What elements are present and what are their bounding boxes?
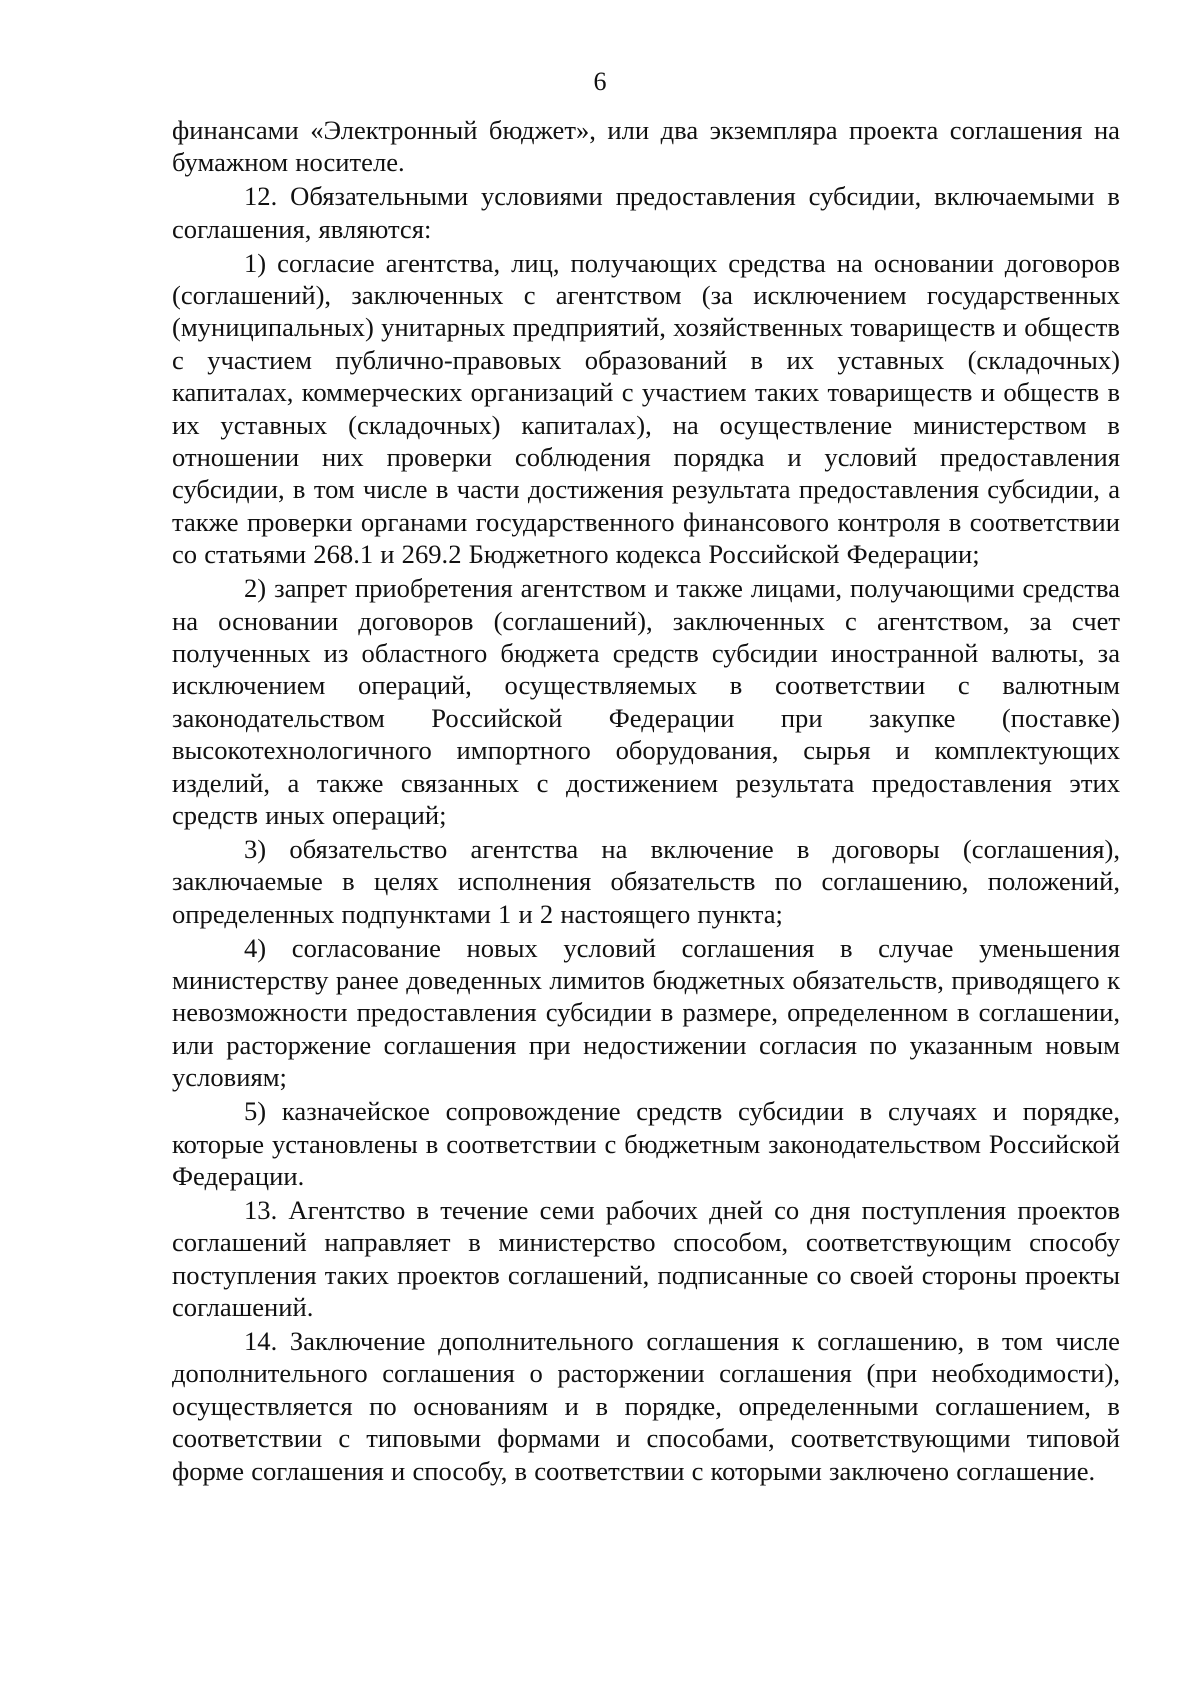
paragraph-subitem-4: 4) согласование новых условий соглашения в случае уменьшения министерству ранее доведенных лимитов бюджетных обязательств, приводящего к невозможности предоставления субсидии в размере, определенном в соглашении, или расторжение соглашения при недостижении согласия по указанным новым условиям; bbox=[172, 932, 1120, 1093]
paragraph-item-14: 14. Заключение дополнительного соглашения к соглашению, в том числе дополнительного соглашения о расторжении соглашения (при необходимости), осуществляется по основаниям и в порядке, определенными соглашением, в соответствии с типовыми формами и способами, соответствующими типовой форме соглашения и способу, в соответствии с которыми заключено соглашение. bbox=[172, 1326, 1120, 1486]
paragraph-item-12: 12. Обязательными условиями предоставления субсидии, включаемыми в соглашения, являются: bbox=[172, 181, 1120, 244]
document-body bbox=[172, 114, 1120, 1489]
paragraph-continuation: финансами «Электронный бюджет», или два экземпляра проекта соглашения на бумажном носителе. bbox=[172, 115, 1120, 178]
paragraph-subitem-1: 1) согласие агентства, лиц, получающих средства на основании договоров (соглашений), заключенных с агентством (за исключением государственных (муниципальных) унитарных предприятий, хозяйственных товариществ и обществ с участием публично-правовых образований в их уставных (складочных) капиталах, коммерческих организаций с участием таких товариществ и обществ в их уставных (складочных) капиталах), на осуществление министерством в отношении них проверки соблюдения порядка и условий предоставления субсидии, в том числе в части достижения результата предоставления субсидии, а также проверки органами государственного финансового контроля в соответствии со статьями 268.1 и 269.2 Бюджетного кодекса Российской Федерации; bbox=[172, 247, 1120, 570]
paragraph-subitem-3: 3) обязательство агентства на включение в договоры (соглашения), заключаемые в целях исполнения обязательств по соглашению, положений, определенных подпунктами 1 и 2 настоящего пункта; bbox=[172, 833, 1120, 929]
paragraph-subitem-5: 5) казначейское сопровождение средств субсидии в случаях и порядке, которые установлены в соответствии с бюджетным законодательством Российской Федерации. bbox=[172, 1096, 1120, 1191]
page-number: 6 bbox=[593, 67, 607, 96]
paragraph-item-13: 13. Агентство в течение семи рабочих дней со дня поступления проектов соглашений направляет в министерство способом, соответствующим способу поступления таких проектов соглашений, подписанные со своей стороны проекты соглашений. bbox=[172, 1194, 1120, 1323]
paragraph-subitem-2: 2) запрет приобретения агентством и также лицами, получающими средства на основании договоров (соглашений), заключенных с агентством, за счет полученных из областного бюджета средств субсидии иностранной валюты, за исключением операций, осуществляемых в соответствии с валютным законодательством Российской Федерации при закупке (поставке) высокотехнологичного импортного оборудования, сырья и комплектующих изделий, а также связанных с достижением результата предоставления этих средств иных операций; bbox=[172, 573, 1120, 831]
